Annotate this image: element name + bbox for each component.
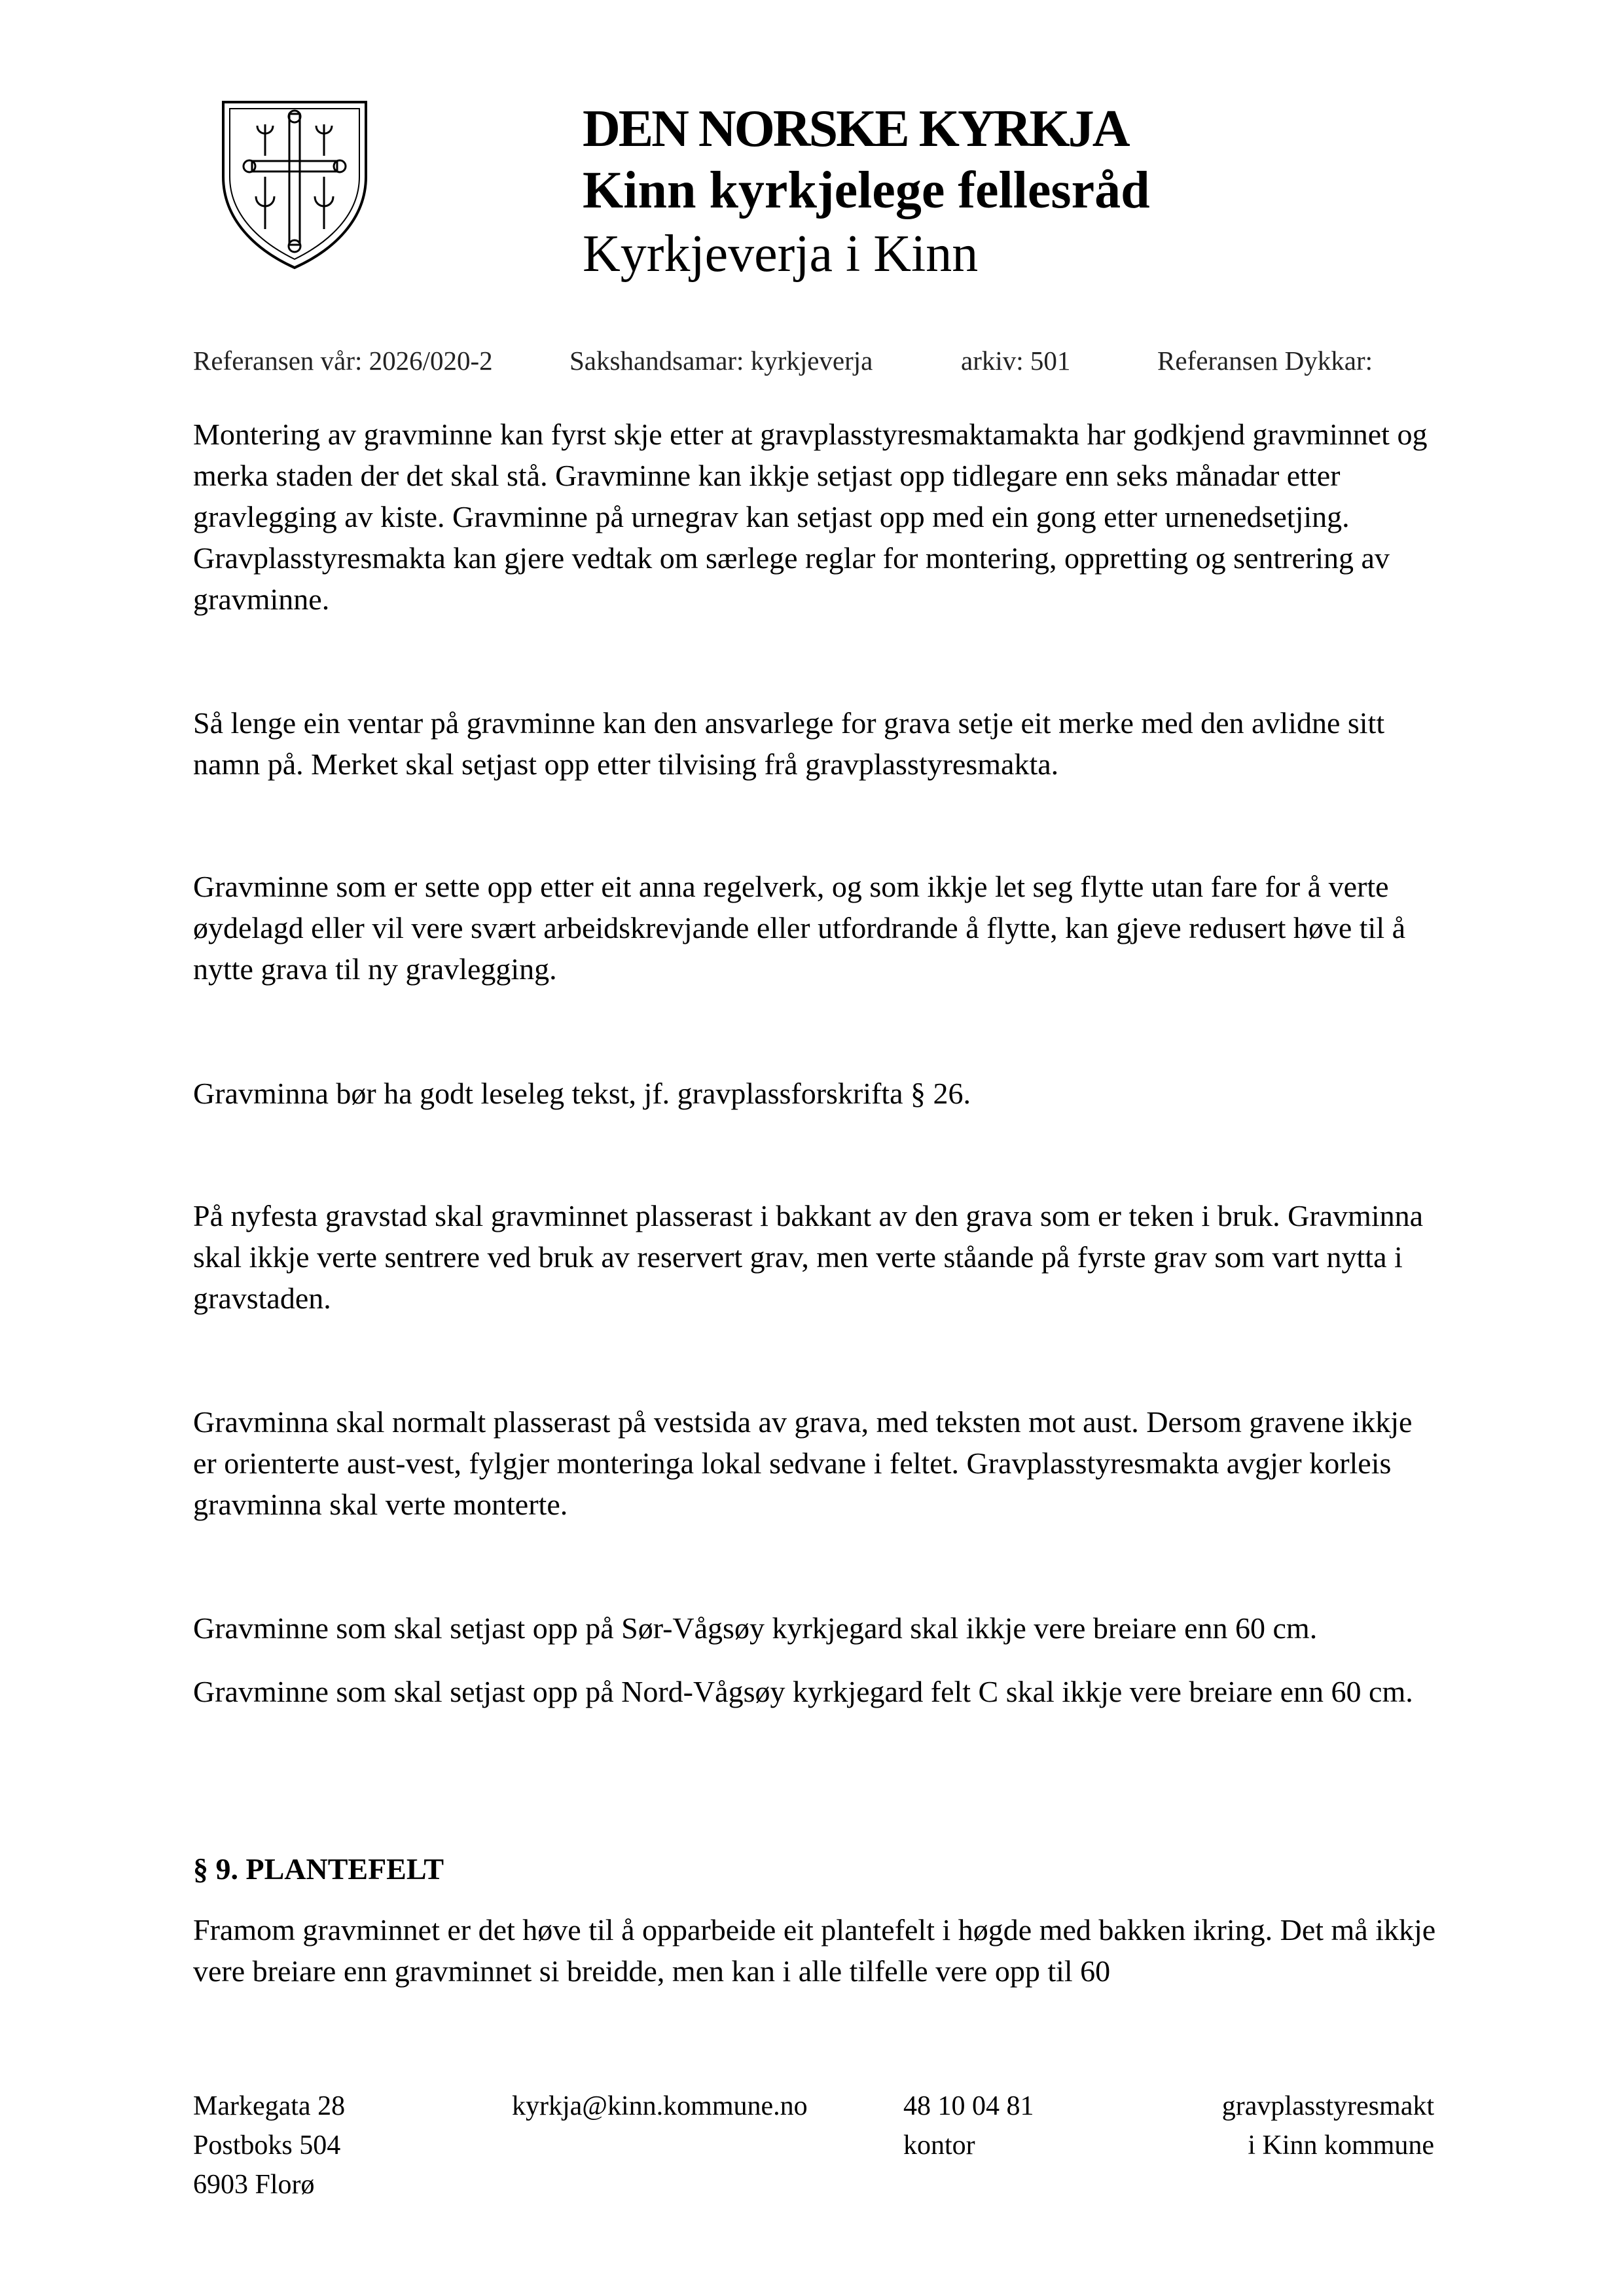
council-name: Kinn kyrkjelege fellesråd [583, 162, 1150, 219]
footer-authority: gravplasstyresmakt [1221, 2091, 1434, 2121]
paragraph-plantefelt: Framom gravminnet er det høve til å opparbeide eit plantefelt i høgde med bakken ikring. Det må ikkje vere breiare enn gravminnet si breidde, men kan i alle tilfelle vere opp til 60 [193, 1913, 1436, 1988]
paragraph-legible-text: Gravminna bør ha godt leseleg tekst, jf. gravplassforskrifta § 26. [193, 1077, 971, 1110]
reference-archive: arkiv: 501 [961, 346, 1071, 376]
footer-email: kyrkja@kinn.kommune.no [512, 2091, 808, 2121]
footer-municipality: i Kinn kommune [1248, 2130, 1434, 2161]
reference-handler: Sakshandsamar: kyrkjeverja [569, 346, 873, 376]
paragraph-placement-new: På nyfesta gravstad skal gravminnet plasserast i bakkant av den grava som er teken i bruk. Gravminna skal ikkje verte sentrere ved bruk av reservert grav, men verte ståande på fyrste grav som vart nytta i gravstaden. [193, 1199, 1424, 1315]
footer-phone: 48 10 04 81 [903, 2091, 1034, 2121]
reference-ours: Referansen vår: 2026/020-2 [193, 346, 493, 376]
letterhead [583, 98, 1150, 287]
document-body [193, 414, 1437, 1992]
reference-yours: Referansen Dykkar: [1157, 346, 1373, 376]
footer-street: Markegata 28 [193, 2091, 346, 2121]
footer-authority-col [1222, 2087, 1434, 2165]
reference-line [0, 345, 1624, 378]
footer-phone-label: kontor [903, 2130, 975, 2161]
footer-postbox: Postboks 504 [193, 2130, 341, 2161]
paragraph-nord-vagsoy: Gravminne som skal setjast opp på Nord-Vågsøy kyrkjegard felt C skal ikkje vere breiare enn 60 cm. [193, 1675, 1413, 1708]
footer-address [193, 2087, 345, 2204]
church-coat-of-arms-logo [219, 98, 370, 272]
paragraph-orientation: Gravminna skal normalt plasserast på vestsida av grava, med teksten mot aust. Dersom gravene ikkje er orienterte aust-vest, fylgjer monteringa lokal sedvane i feltet. Gravplasstyresmakta avgjer korleis gravminna skal verte monterte. [193, 1405, 1413, 1521]
paragraph-sor-vagsoy: Gravminne som skal setjast opp på Sør-Vågsøy kyrkjegard skal ikkje vere breiare enn 60 cm. [193, 1611, 1318, 1645]
footer-phone-col [903, 2087, 1034, 2165]
paragraph-other-regulations: Gravminne som er sette opp etter eit anna regelverk, og som ikkje let seg flytte utan fare for å verte øydelagd eller vil vere svært arbeidskrevjande eller utfordrande å flytte, kan gjeve redusert høve til å nytte grava til ny gravlegging. [193, 870, 1406, 986]
footer-email-col [512, 2087, 808, 2126]
office-name: Kyrkjeverja i Kinn [583, 225, 979, 283]
org-name: DEN NORSKE KYRKJA [583, 100, 1128, 158]
footer-postcode: 6903 Florø [193, 2170, 315, 2200]
paragraph-temporary-marker: Så lenge ein ventar på gravminne kan den ansvarlege for grava setje eit merke med den avlidne sitt namn på. Merket skal setjast opp etter tilvising frå gravplasstyresmakta. [193, 706, 1385, 781]
section-heading-plantefelt: § 9. PLANTEFELT [193, 1852, 444, 1886]
paragraph-mounting: Montering av gravminne kan fyrst skje etter at gravplasstyresmaktamakta har godkjend gravminnet og merka staden der det skal stå. Gravminne kan ikkje setjast opp tidlegare enn seks månadar etter gravlegging av kiste. Gravminne på urnegrav kan setjast opp med ein gong etter urnenedsetjing. Gravplasstyresmakta kan gjere vedtak om særlege reglar for montering, oppretting og sentrering av gravminne. [193, 418, 1428, 616]
